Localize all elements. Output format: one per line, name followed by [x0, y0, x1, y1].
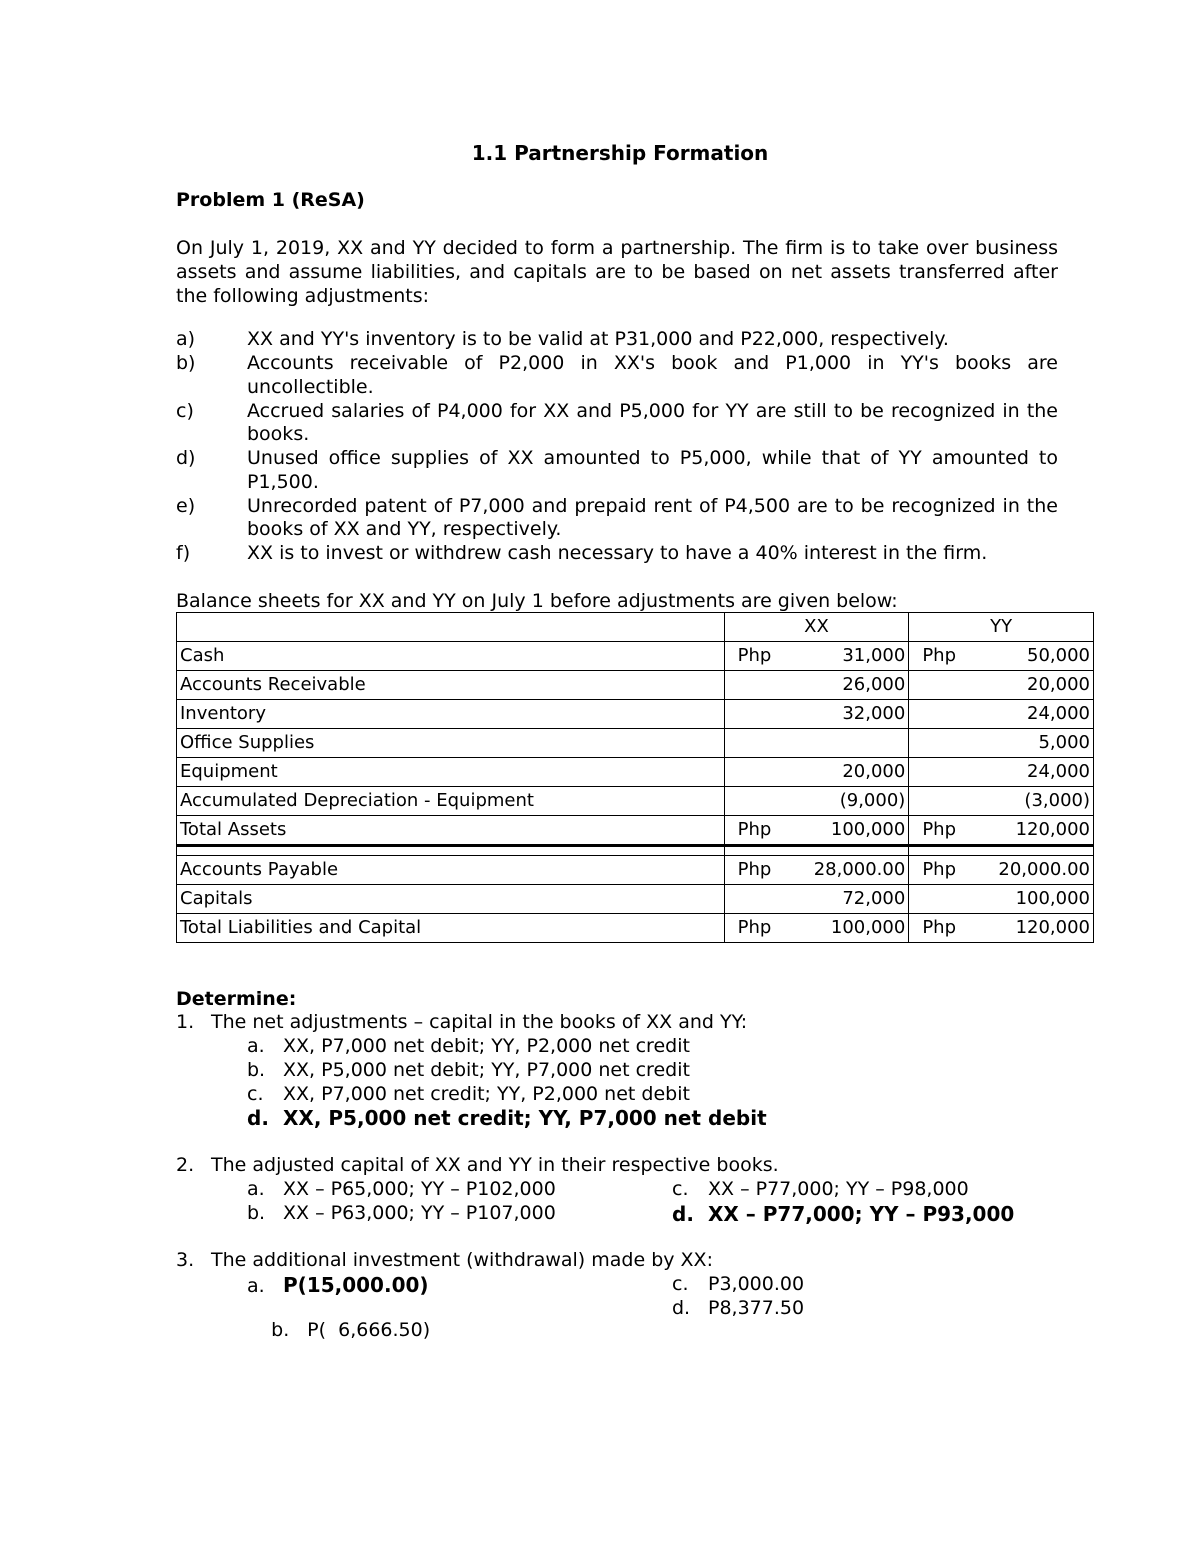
table-row: [177, 700, 1094, 729]
adjustment-text: XX is to invest or withdrew cash necessary to have a 40% interest in the firm.: [247, 542, 988, 564]
q1-option-c: [247, 1083, 690, 1105]
yy-cell: [909, 816, 1094, 846]
yy-cell: [909, 787, 1094, 816]
q3-option-b: [247, 1297, 430, 1363]
adjustment-item: [176, 447, 1058, 494]
option-text: XX, P5,000 net debit; YY, P7,000 net credit: [283, 1059, 690, 1081]
yy-currency: Php: [922, 819, 957, 840]
xx-amount: 72,000: [842, 888, 906, 909]
table-row: [177, 642, 1094, 671]
xx-cell: [724, 758, 909, 787]
question-text: The additional investment (withdrawal) made by XX:: [211, 1249, 713, 1271]
q2-option-c: [672, 1178, 969, 1200]
row-label: Cash: [177, 642, 725, 671]
liabilities-section: [177, 856, 1094, 943]
spacer-cell: [724, 846, 909, 856]
adjustment-item: [176, 400, 1058, 447]
xx-amount: 31,000: [842, 645, 906, 666]
question-number: 1.: [176, 1011, 195, 1033]
option-letter: d.: [672, 1297, 691, 1319]
option-letter: b.: [247, 1202, 266, 1224]
yy-amount: 24,000: [1027, 703, 1090, 724]
problem-intro: On July 1, 2019, XX and YY decided to form a partnership. The firm is to take over business assets and assume liabilities, and capitals are to be based on net assets transferred after the following adjustments:: [176, 237, 1058, 307]
adjustment-item: [176, 352, 1058, 399]
option-text: P3,000.00: [708, 1273, 805, 1295]
row-label: Accounts Receivable: [177, 671, 725, 700]
problem-heading: Problem 1 (ReSA): [176, 189, 365, 211]
xx-amount: 28,000.00: [813, 859, 906, 880]
row-label: Accumulated Depreciation - Equipment: [177, 787, 725, 816]
xx-cell: [724, 856, 909, 885]
xx-currency: Php: [737, 917, 772, 938]
option-letter: a.: [247, 1178, 265, 1200]
adjustment-letter: c): [176, 399, 194, 422]
xx-cell: [724, 642, 909, 671]
option-letter: d.: [672, 1202, 694, 1226]
table-header-blank: [177, 613, 725, 642]
table-row: [177, 914, 1094, 943]
xx-cell: [724, 816, 909, 846]
adjustment-text: Unrecorded patent of P7,000 and prepaid rent of P4,500 are to be recognized in the books of XX and YY, respectively.: [247, 494, 1058, 540]
q3-option-d: [672, 1297, 804, 1319]
table-row: [177, 787, 1094, 816]
question-1: [176, 1011, 747, 1033]
option-text: XX – P77,000; YY – P98,000: [708, 1178, 969, 1200]
yy-currency: Php: [922, 917, 957, 938]
adjustment-text: Unused office supplies of XX amounted to P5,000, while that of YY amounted to P1,500.: [247, 447, 1058, 493]
q2-option-d: [672, 1202, 1014, 1226]
table-row: [177, 856, 1094, 885]
yy-cell: [909, 729, 1094, 758]
xx-cell: [724, 885, 909, 914]
yy-cell: [909, 642, 1094, 671]
yy-currency: Php: [922, 645, 957, 666]
row-label: Equipment: [177, 758, 725, 787]
xx-currency: Php: [737, 819, 772, 840]
question-text: The net adjustments – capital in the books of XX and YY:: [211, 1011, 748, 1033]
yy-amount: 120,000: [1015, 917, 1090, 938]
q1-option-a: [247, 1035, 690, 1057]
determine-heading: Determine:: [176, 988, 297, 1010]
xx-amount: 32,000: [842, 703, 906, 724]
option-text: XX – P65,000; YY – P102,000: [283, 1178, 556, 1200]
table-row: [177, 885, 1094, 914]
question-number: 3.: [176, 1249, 195, 1271]
table-row: [177, 729, 1094, 758]
yy-cell: [909, 671, 1094, 700]
balance-sheet-intro: Balance sheets for XX and YY on July 1 before adjustments are given below:: [176, 590, 898, 612]
column-header-yy: YY: [909, 613, 1094, 642]
option-letter: c.: [672, 1178, 689, 1200]
table-spacer-row: [177, 846, 1094, 856]
table-row: [177, 816, 1094, 846]
adjustment-letter: f): [176, 542, 191, 564]
option-text: XX – P77,000; YY – P93,000: [708, 1202, 1015, 1226]
table-row: [177, 671, 1094, 700]
option-letter: c.: [672, 1273, 689, 1295]
option-text: XX, P7,000 net debit; YY, P2,000 net credit: [283, 1035, 690, 1057]
question-text: The adjusted capital of XX and YY in their respective books.: [211, 1154, 779, 1176]
xx-cell: [724, 700, 909, 729]
adjustments-list: [176, 328, 1058, 566]
option-letter: d.: [247, 1106, 269, 1130]
adjustment-item: [176, 495, 1058, 542]
column-header-xx: XX: [724, 613, 909, 642]
option-letter: b.: [271, 1319, 290, 1341]
xx-amount: (9,000): [839, 790, 906, 811]
question-3: [176, 1249, 713, 1271]
assets-section: [177, 642, 1094, 846]
yy-cell: [909, 758, 1094, 787]
q2-option-a: [247, 1178, 556, 1200]
q3-option-c: [672, 1273, 804, 1295]
yy-cell: [909, 856, 1094, 885]
yy-amount: (3,000): [1024, 790, 1090, 811]
option-text: XX, P5,000 net credit; YY, P7,000 net debit: [283, 1106, 767, 1130]
yy-amount: 50,000: [1027, 645, 1090, 666]
yy-amount: 24,000: [1027, 761, 1090, 782]
yy-amount: 120,000: [1015, 819, 1090, 840]
q1-option-d: [247, 1106, 767, 1130]
option-text: P8,377.50: [708, 1297, 805, 1319]
spacer-cell: [177, 846, 725, 856]
adjustment-text: Accounts receivable of P2,000 in XX's book and P1,000 in YY's books are uncollectible.: [247, 352, 1058, 398]
xx-amount: 100,000: [830, 917, 906, 938]
xx-currency: Php: [737, 859, 772, 880]
yy-cell: [909, 885, 1094, 914]
yy-amount: 20,000.00: [998, 859, 1090, 880]
adjustment-letter: b): [176, 352, 196, 374]
question-2: [176, 1154, 779, 1176]
xx-cell: [724, 914, 909, 943]
adjustment-text: XX and YY's inventory is to be valid at P31,000 and P22,000, respectively.: [247, 328, 949, 350]
row-label: Capitals: [177, 885, 725, 914]
yy-amount: 20,000: [1027, 674, 1090, 695]
adjustment-item: [176, 328, 1058, 352]
question-number: 2.: [176, 1154, 195, 1176]
yy-cell: [909, 914, 1094, 943]
option-letter: a.: [247, 1275, 265, 1297]
yy-amount: 5,000: [1038, 732, 1090, 753]
adjustment-item: [176, 542, 1058, 566]
option-text: P(15,000.00): [283, 1273, 429, 1297]
option-text: XX – P63,000; YY – P107,000: [283, 1202, 556, 1224]
option-letter: b.: [247, 1059, 266, 1081]
xx-cell: [724, 729, 909, 758]
option-letter: a.: [247, 1035, 265, 1057]
yy-amount: 100,000: [1015, 888, 1090, 909]
adjustment-text: Accrued salaries of P4,000 for XX and P5,000 for YY are still to be recognized in the books.: [247, 399, 1058, 445]
xx-amount: 100,000: [830, 819, 906, 840]
yy-cell: [909, 700, 1094, 729]
adjustment-letter: d): [176, 447, 196, 469]
adjustment-letter: e): [176, 494, 196, 517]
xx-amount: 26,000: [842, 674, 906, 695]
row-label: Inventory: [177, 700, 725, 729]
adjustment-letter: a): [176, 328, 196, 350]
table-header-row: [177, 613, 1094, 642]
option-text: P( 6,666.50): [307, 1319, 431, 1341]
xx-amount: 20,000: [842, 761, 906, 782]
row-label: Office Supplies: [177, 729, 725, 758]
row-label: Total Assets: [177, 816, 725, 846]
row-label: Accounts Payable: [177, 856, 725, 885]
table-row: [177, 758, 1094, 787]
yy-currency: Php: [922, 859, 957, 880]
spacer-cell: [909, 846, 1094, 856]
xx-currency: Php: [737, 645, 772, 666]
q2-option-b: [247, 1202, 556, 1224]
row-label: Total Liabilities and Capital: [177, 914, 725, 943]
option-letter: c.: [247, 1083, 264, 1105]
q3-option-a: [247, 1273, 429, 1297]
xx-cell: [724, 787, 909, 816]
balance-sheet-table: [176, 612, 1094, 943]
option-text: XX, P7,000 net credit; YY, P2,000 net debit: [283, 1083, 690, 1105]
xx-cell: [724, 671, 909, 700]
q1-option-b: [247, 1059, 690, 1081]
page-title: 1.1 Partnership Formation: [471, 141, 769, 165]
